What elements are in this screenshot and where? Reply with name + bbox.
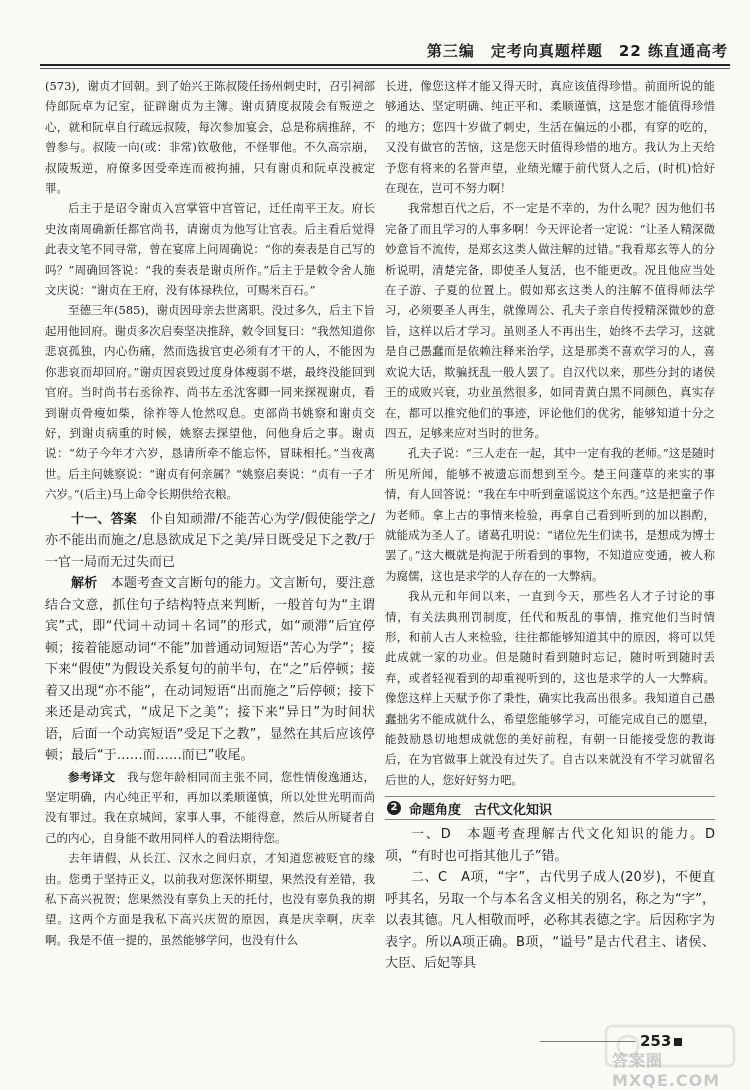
header-rule-thin bbox=[40, 68, 730, 69]
question-answer: 一、D 本题考查理解古代文化知识的能力。D项，“有时也可指其他儿子”错。 bbox=[385, 827, 715, 864]
reference-translation-label: 参考译文 bbox=[68, 769, 116, 784]
translation-paragraph: 后主于是诏令谢贞入宫掌管中宫管记，迁任南平王友。府长史汝南周确新任都官尚书，请谢贞为他写让官表。后主看后觉得此表文笔不同寻常，曾在宴席上问周确说：“你的奏表是自己写的吗？”周确回答说：“我的奏表是谢贞所作。”后主于是敕令舍人施文庆说：“谢贞在王府，没有体禄秩位，可赐米百石。” bbox=[45, 201, 375, 298]
answer-label: 十一、答案 bbox=[71, 511, 138, 527]
reference-translation-text: 我与您年龄相同而主张不同，您性情俊逸通达，坚定明确，内心纯正平和，再加以柔顺谨慎，所以处世光明而尚没有罪过。我在京城间，家事人事，不能得意，然后从所疑者自己的内心，自身能不敢用同样人的看法期待您。 bbox=[45, 769, 376, 845]
watermark-text: 答案圈 MXQE.COM bbox=[612, 1051, 721, 1090]
translation-paragraph: (573)，谢贞才回朝。到了始兴王陈叔陵任扬州刺史时，召引祠部侍郎阮卓为记室，征辟谢贞为主簿。谢贞猜度叔陵会有叛逆之心，就和阮卓自行疏远叔陵，每次参加宴会，总是称病推辞，不曾参与。叔陵一向(或：非常)钦敬他，不怪罪他。不久高宗崩，叔陵叛逆，府僚多因受牵连而被拘捕，只有谢贞和阮卓没被定罪。 bbox=[45, 79, 375, 196]
left-column bbox=[45, 76, 375, 950]
answer-block bbox=[45, 509, 375, 574]
section-heading bbox=[385, 796, 715, 820]
analysis-block bbox=[45, 573, 375, 767]
translation-paragraph: 我常想百代之后，不一定是不幸的，为什么呢？因为他们书完备了而且学习的人事多啊！今天评论者一定说：“让圣人精深微妙意旨不流传，是郑玄这类人做注解的过错。”我看郑玄等人的分析说明，清楚完备，即使圣人复活，也不能更改。况且他应当处在子游、子夏的位置上。假如郑玄这类人的注解不值得师法学习，必须要圣人再生，就像周公、孔夫子亲自传授精深微妙的意旨，这样以后才学习。虽则圣人不再出生，始终不去学习，这就是自己愚蠢而是依赖注释来治学，这是那类不喜欢学习的人，喜欢说大话，欺骗抚乱一般人罢了。自汉代以来，那些分封的诸侯王的成败兴衰，功业虽然很多，如同青黄白黑不同颜色，真实存在，都可以推究他们的事迹，评论他们的优劣，能够知道十分之四五，足够来应对当时的世务。 bbox=[385, 201, 715, 440]
right-column bbox=[385, 76, 715, 975]
translation-paragraph: 长进，像您这样才能又得天时，真应该值得珍惜。前面所说的能够通达、坚定明确、纯正平和、柔顺谨慎，这是您才能值得珍惜的地方；您四十岁做了刺史，生活在偏远的小郡，有穿的吃的，又没有做官的苦恼，这是您天时值得珍惜的地方。我认为上天给予您有将来的名誉声望，业绩光耀于前代贤人之后，(时机)恰好在现在，岂可不努力啊！ bbox=[385, 79, 715, 196]
translation-paragraph: 至德三年(585)，谢贞因母亲去世离职。没过多久，后主下旨起用他回府。谢贞多次启奏坚决推辞，敕令回复曰：“我然知道你悲哀孤独，内心伤痛，然而选拔官吏必须有才干的人，不能因为你悲哀而却回府。”谢贞因哀毁过度身体瘦弱不堪，最终没能回到官府。当时尚书右丞徐祚、尚书左丞沈客卿一同来探视谢贞，看到谢贞骨瘦如柴，徐祚等人怆然叹息。吏部尚书姚察和谢贞交好，到谢贞病重的时候，姚察去探望他，问他身后之事。谢贞说：“幼子今年才六岁，恳请所牵不能忘怀，冒昧相托。”当夜离世。后主问姚察说：“谢贞有何亲属？”姚察启奏说：“贞有一子才六岁。”(后主)马上命令长期供给衣粮。 bbox=[45, 303, 375, 502]
question-answer: 二、C A项，“字”，古代男子成人(20岁)，不便直呼其名，另取一个与本名含义相关的别名，称之为“字”，以表其德。凡人相敬而呼，必称其表德之字。后因称字为表字。所以A项正确。B项，“谥号”是古代君主、诸侯、大臣、后妃等具 bbox=[385, 870, 715, 972]
translation-paragraph: 孔夫子说：“三人走在一起，其中一定有我的老师。”这是随时所见所闻，能够不被遗忘而想到至今。楚王问蓬草的来实的事情，有人回答说：“我在车中听到童谣说这个东西。”这是把童子作为老师。拿上古的事情来检验，再拿自己看到听到的加以斟酌，就能成为圣人了。诸葛孔明说：“诸位先生们读书，是想成为博士罢了。”这大概就是拘泥于所看到的事物，不知道应变通，被人称为腐儒，这也是求学的人存在的一大弊病。 bbox=[385, 446, 715, 583]
page-header bbox=[0, 0, 750, 70]
translation-paragraph: 去年请假，从长江、汉水之间归京，才知道您被贬官的缘由。您勇于坚持正义，以前我对您深怀期望，果然没有差错，我私下高兴祝贺；您果然没有辜负上天的托付，也没有辜负我的期望。这两个方面是我私下高兴庆贺的原因，真是庆幸啊，庆幸啊。我是不值一提的，虽然能够学问，也没有什么 bbox=[45, 851, 375, 947]
section-title: 命题角度 古代文化知识 bbox=[409, 802, 553, 818]
translation-paragraph: 我从元和年间以来，一直到今天，那些名人才子讨论的事情，有关法典刑罚制度，任代和叛乱的事情，推究他们当时情形，和前人古人来检验，往往都能够知道其中的原因，将可以凭此成就一家的功业。但是随时看到随时忘记，随时听到随时丢弃，或者轻视看到的却重视听到的，这也是求学的人一大弊病。像您这样上天赋予你了秉性，确实比我高出很多。我知道自己愚蠢拙劣不能成就什么，希望您能够学习，可能完成自己的愿望，能鼓励恳切地想成就您的美好前程，有朝一日能接受您的教诲后，在为官做事上就没有过失了。自古以来就没有不学习就留名后世的人，您好好努力吧。 bbox=[385, 589, 715, 787]
analysis-text: 本题考查文言断句的能力。文言断句，要注意结合文意，抓住句子结构特点来判断，一般首句为“主谓宾”式，即“代词＋动词＋名词”的形式，如“顽滞”后宜停顿；接着能愿动词“不能”加普通动词短语“苦心为学”；接下来“假使”为假设关系复句的前半句，在“之”后停顿；接着又出现“亦不能”，在动词短语“出而施之”后停顿；接下来还是动宾式，“成足下之美”；接下来“异日”为时间状语，后面一个动宾短语“受足下之教”，显然在其后应该停顿；最后“于……而……而已”收尾。 bbox=[45, 576, 375, 764]
analysis-label: 解析 bbox=[71, 576, 98, 592]
section-number-badge: 2 bbox=[387, 801, 401, 815]
answer-text: 仆自知顽滞/不能苦心为学/假使能学之/亦不能出而施之/息恳欲成足下之美/异日既受足下之教/于一官一局而无过失而已 bbox=[45, 511, 375, 570]
header-title: 第三编 定考向真题样题 22 练直通高考 bbox=[426, 42, 728, 60]
reference-translation bbox=[45, 767, 375, 849]
header-rule bbox=[40, 64, 730, 66]
page-number-text: 253 bbox=[640, 1032, 672, 1050]
